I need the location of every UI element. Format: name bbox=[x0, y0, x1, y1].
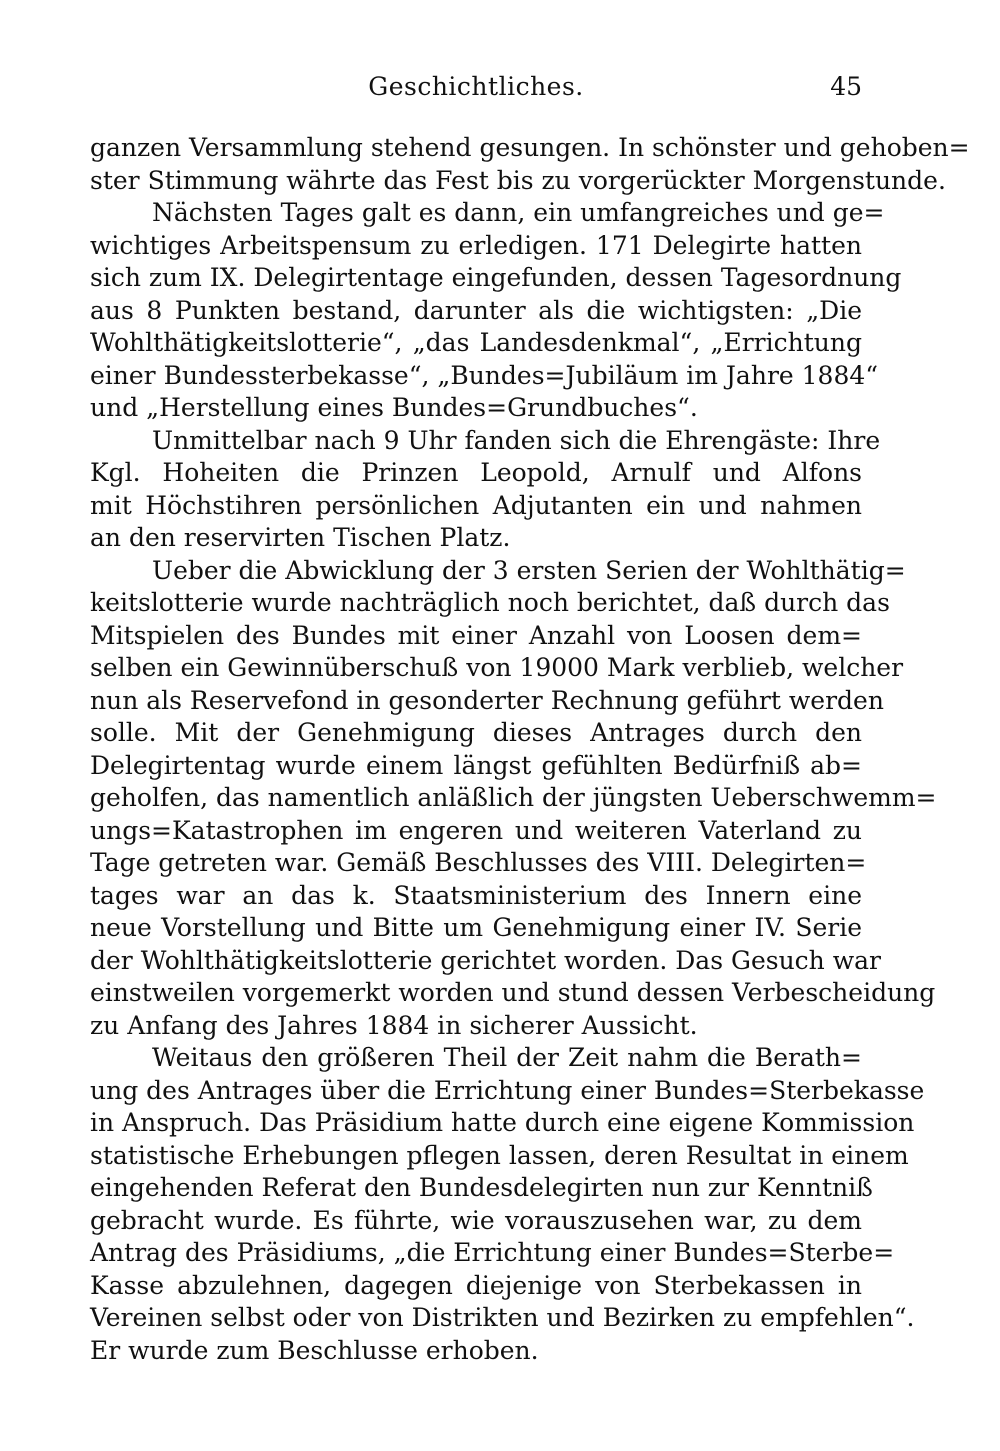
text-line: Delegirtentag wurde einem längst gefühlten Bedürfniß ab= bbox=[90, 750, 862, 780]
text-line: tages war an das k. Staatsministerium des Innern eine bbox=[90, 880, 862, 910]
text-line: Ueber die Abwicklung der 3 ersten Serien der Wohlthätig= bbox=[152, 555, 906, 585]
page-number: 45 bbox=[830, 72, 862, 101]
text-line: nun als Reservefond in gesonderter Rechnung geführt werden bbox=[90, 685, 884, 715]
text-line: einstweilen vorgemerkt worden und stund dessen Verbescheidung bbox=[90, 978, 936, 1007]
text-line: Wohlthätigkeitslotterie“, „das Landesdenkmal“, „Errichtung bbox=[90, 328, 862, 357]
text-line: ster Stimmung währte das Fest bis zu vorgerückter Morgenstunde. bbox=[90, 165, 946, 195]
text-line: der Wohlthätigkeitslotterie gerichtet worden. Das Gesuch war bbox=[90, 945, 881, 975]
running-head bbox=[90, 72, 862, 112]
text-line: und „Herstellung eines Bundes=Grundbuches“. bbox=[90, 393, 698, 422]
text-line: Nächsten Tages galt es dann, ein umfangreiches und ge= bbox=[152, 198, 885, 227]
text-line: Kasse abzulehnen, dagegen diejenige von Sterbekassen in bbox=[90, 1270, 862, 1300]
text-line: wichtiges Arbeitspensum zu erledigen. 171 Delegirte hatten bbox=[90, 230, 862, 260]
text-line: in Anspruch. Das Präsidium hatte durch eine eigene Kommission bbox=[90, 1108, 915, 1137]
text-line: Mitspielen des Bundes mit einer Anzahl von Loosen dem= bbox=[90, 620, 862, 650]
text-line: neue Vorstellung und Bitte um Genehmigung einer IV. Serie bbox=[90, 913, 862, 942]
text-line: statistische Erhebungen pflegen lassen, deren Resultat in einem bbox=[90, 1140, 909, 1170]
text-line: an den reservirten Tischen Platz. bbox=[90, 523, 511, 552]
text-line: selben ein Gewinnüberschuß von 19000 Mark verblieb, welcher bbox=[90, 653, 904, 682]
text-line: Kgl. Hoheiten die Prinzen Leopold, Arnulf und Alfons bbox=[90, 458, 862, 487]
running-title: Geschichtliches. bbox=[368, 72, 584, 101]
text-line: aus 8 Punkten bestand, darunter als die wichtigsten: „Die bbox=[90, 295, 862, 325]
text-line: Antrag des Präsidiums, „die Errichtung einer Bundes=Sterbe= bbox=[90, 1238, 895, 1267]
body-text bbox=[90, 132, 970, 1367]
text-line: mit Höchstihren persönlichen Adjutanten ein und nahmen bbox=[90, 490, 862, 520]
text-line: gebracht wurde. Es führte, wie vorauszusehen war, zu dem bbox=[90, 1205, 862, 1235]
text-line: zu Anfang des Jahres 1884 in sicherer Aussicht. bbox=[90, 1010, 698, 1040]
text-line: eingehenden Referat den Bundesdelegirten nun zur Kenntniß bbox=[90, 1173, 873, 1202]
text-line: ganzen Versammlung stehend gesungen. In schönster und gehoben= bbox=[90, 133, 970, 162]
text-line: sich zum IX. Delegirtentage eingefunden, dessen Tagesordnung bbox=[90, 263, 902, 292]
text-line: ungs=Katastrophen im engeren und weiteren Vaterland zu bbox=[90, 815, 862, 845]
text-line: Weitaus den größeren Theil der Zeit nahm die Berath= bbox=[152, 1043, 862, 1072]
text-line: Er wurde zum Beschlusse erhoben. bbox=[90, 1335, 539, 1365]
text-line: Tage getreten war. Gemäß Beschlusses des VIII. Delegirten= bbox=[90, 848, 867, 877]
text-line: solle. Mit der Genehmigung dieses Antrages durch den bbox=[90, 718, 862, 747]
text-line: Vereinen selbst oder von Distrikten und Bezirken zu empfehlen“. bbox=[90, 1303, 915, 1332]
text-line: einer Bundessterbekasse“, „Bundes=Jubiläum im Jahre 1884“ bbox=[90, 360, 879, 390]
text-line: ung des Antrages über die Errichtung einer Bundes=Sterbekasse bbox=[90, 1075, 925, 1105]
text-line: geholfen, das namentlich anläßlich der jüngsten Ueberschwemm= bbox=[90, 783, 937, 812]
text-line: Unmittelbar nach 9 Uhr fanden sich die Ehrengäste: Ihre bbox=[152, 425, 881, 455]
text-line: keitslotterie wurde nachträglich noch berichtet, daß durch das bbox=[90, 588, 890, 617]
